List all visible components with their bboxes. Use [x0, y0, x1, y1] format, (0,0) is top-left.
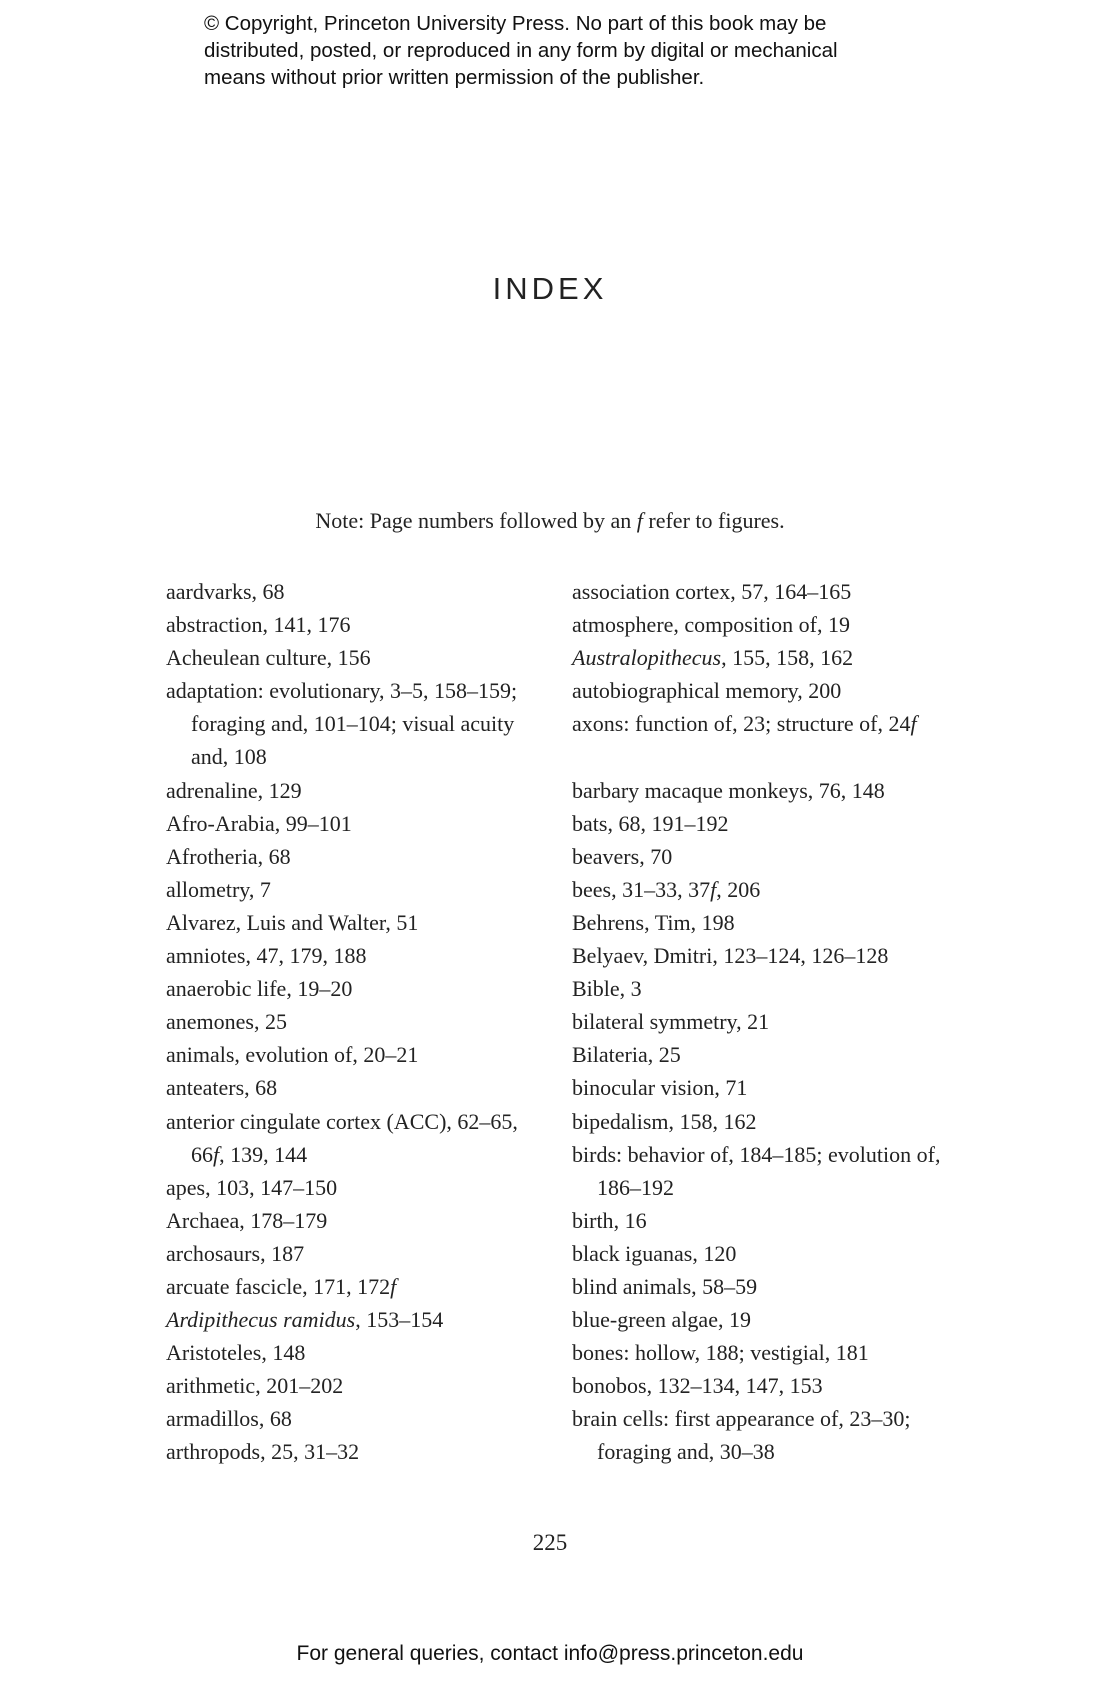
index-entry: [572, 1005, 972, 1038]
index-entry: [572, 873, 972, 906]
index-term: allometry: [166, 876, 249, 902]
index-entry: [572, 1204, 972, 1237]
index-entry: [166, 1237, 546, 1270]
index-term: bees: [572, 876, 612, 902]
index-locators: : hollow, 188; vestigial, 181: [623, 1340, 869, 1366]
index-entry: [166, 939, 546, 972]
index-term: Aristoteles: [166, 1340, 262, 1366]
index-term: apes: [166, 1174, 206, 1200]
index-term: abstraction: [166, 612, 263, 638]
index-entry: [166, 674, 546, 773]
index-term: animals, evolution of: [166, 1042, 353, 1068]
index-entry: [572, 1270, 972, 1303]
index-entry: [166, 774, 546, 807]
index-locators: , 3: [619, 976, 642, 1002]
index-entry: [166, 575, 546, 608]
copyright-notice: [204, 10, 924, 91]
index-entry: [572, 1369, 972, 1402]
index-locators: , 25: [253, 1009, 287, 1035]
index-locators: , 155, 158, 162: [721, 645, 854, 671]
index-entry: [572, 707, 972, 740]
page-title: INDEX: [492, 270, 608, 306]
index-locators: , 129: [257, 777, 302, 803]
index-term: anaerobic life: [166, 976, 287, 1002]
index-entry: [166, 1038, 546, 1071]
index-term: black iguanas: [572, 1240, 693, 1266]
group-spacer: [572, 740, 972, 773]
index-group-a: [572, 575, 972, 740]
index-entry: [166, 1402, 546, 1435]
index-locators: , 198: [690, 909, 735, 935]
index-term: bilateral symmetry: [572, 1009, 737, 1035]
index-term: arithmetic: [166, 1373, 256, 1399]
index-term: adaptation: [166, 678, 258, 704]
index-term: bones: [572, 1340, 624, 1366]
index-locators: , 25: [647, 1042, 681, 1068]
index-locators: , 47, 179, 188: [245, 943, 367, 969]
index-locators: , 25, 31–32: [260, 1439, 360, 1465]
index-entry: [166, 1303, 546, 1336]
index-term: Bible: [572, 976, 620, 1002]
index-entry: [572, 939, 972, 972]
index-term: blind animals: [572, 1273, 692, 1299]
index-locators: , 158, 162: [668, 1108, 757, 1134]
index-entry: [572, 972, 972, 1005]
index-entry: [166, 641, 546, 674]
index-locators: , 178–179: [239, 1207, 328, 1233]
index-term: Ardipithecus ramidus: [166, 1307, 356, 1333]
index-term: bonobos: [572, 1373, 647, 1399]
index-entry: [572, 575, 972, 608]
index-locators: , 201–202: [255, 1373, 344, 1399]
index-locators: , 57, 164–165: [730, 579, 852, 604]
index-locators: : evolutionary, 3–5, 158–159; foraging and, 101–104; visual acuity and, 108: [191, 678, 518, 770]
index-locators: , 123–124, 126–128: [712, 943, 889, 969]
index-locators: , 19–20: [286, 976, 353, 1002]
index-locators: , 71: [714, 1075, 748, 1101]
page-number: 225: [532, 1530, 568, 1555]
index-term: beavers: [572, 843, 640, 869]
index-locators: , 153–154: [355, 1307, 444, 1333]
index-entry: [572, 674, 972, 707]
index-term: Bilateria: [572, 1042, 648, 1068]
index-entry: [166, 1171, 546, 1204]
index-locators: , 68: [258, 1406, 292, 1432]
index-term: atmosphere, composition of: [572, 612, 818, 638]
index-term: aardvarks: [166, 579, 252, 604]
index-locators: , 62–65, 66f, 139, 144: [191, 1108, 518, 1167]
index-locators: , 21: [736, 1009, 770, 1035]
index-entry: [572, 1303, 972, 1336]
index-term: Acheulean culture: [166, 645, 327, 671]
index-locators: , 7: [248, 876, 271, 902]
index-entry: [166, 873, 546, 906]
index-term: brain cells: [572, 1406, 664, 1432]
index-locators: , 58–59: [691, 1273, 758, 1299]
index-locators: , 68, 191–192: [607, 810, 729, 836]
index-term: adrenaline: [166, 777, 258, 803]
index-entry: [572, 1071, 972, 1104]
index-entry: [572, 1105, 972, 1138]
index-locators: : first appearance of, 23–30; foraging and, 30–38: [597, 1406, 911, 1465]
index-locators: , 132–134, 147, 153: [646, 1373, 823, 1399]
index-locators: , 16: [613, 1207, 647, 1233]
index-term: Alvarez, Luis and Walter: [166, 909, 386, 935]
index-entry: [166, 1336, 546, 1369]
index-entry: [166, 1204, 546, 1237]
index-locators: , 68: [244, 1075, 278, 1101]
index-term: arthropods: [166, 1439, 261, 1465]
index-locators: , 76, 148: [807, 777, 885, 803]
index-locators: , 19: [817, 612, 851, 638]
index-term: binocular vision: [572, 1075, 715, 1101]
copyright-line: © Copyright, Princeton University Press. No part of this book may be: [204, 12, 827, 35]
index-term: autobiographical memory: [572, 678, 798, 704]
index-term: anemones: [166, 1009, 254, 1035]
index-term: anterior cingulate cortex (ACC): [166, 1108, 447, 1134]
index-locators: , 19: [717, 1307, 751, 1333]
index-locators: , 70: [639, 843, 673, 869]
index-entry: [166, 608, 546, 641]
index-term: birth: [572, 1207, 614, 1233]
index-locators: , 31–33, 37f, 206: [611, 876, 761, 902]
copyright-line: means without prior written permission of the publisher.: [204, 66, 705, 89]
index-entry: [166, 1105, 546, 1171]
index-locators: : behavior of, 184–185; evolution of, 186–192: [597, 1141, 941, 1200]
index-note: [0, 508, 1100, 534]
index-locators: , 68: [257, 843, 291, 869]
index-term: anteaters: [166, 1075, 245, 1101]
index-entry: [572, 1038, 972, 1071]
index-term: Afro-Arabia: [166, 810, 275, 836]
index-locators: , 200: [797, 678, 842, 704]
index-term: barbary macaque monkeys: [572, 777, 808, 803]
index-term: armadillos: [166, 1406, 259, 1432]
index-term: blue-green algae: [572, 1307, 718, 1333]
index-term: association cortex: [572, 579, 731, 604]
index-locators: , 187: [260, 1240, 305, 1266]
note-text: Note: Page numbers followed by an: [315, 508, 637, 533]
index-entry: [572, 1237, 972, 1270]
index-entry: [166, 1435, 546, 1468]
index-locators: , 141, 176: [262, 612, 351, 638]
index-entry: [166, 1005, 546, 1038]
index-entry: [572, 840, 972, 873]
index-locators: , 99–101: [274, 810, 352, 836]
index-term: arcuate fascicle: [166, 1273, 303, 1299]
index-term: bats: [572, 810, 608, 836]
index-entry: [572, 1138, 972, 1204]
index-entry: [166, 1369, 546, 1402]
index-term: Afrotheria: [166, 843, 258, 869]
index-group-b: [572, 774, 972, 1469]
copyright-line: distributed, posted, or reproduced in any form by digital or mechanical: [204, 39, 838, 62]
index-entry: [572, 641, 972, 674]
index-term: axons: [572, 711, 624, 737]
index-locators: : function of, 23; structure of, 24f: [623, 711, 917, 737]
index-term: Archaea: [166, 1207, 240, 1233]
index-locators: , 120: [692, 1240, 737, 1266]
index-term: bipedalism: [572, 1108, 669, 1134]
index-term: amniotes: [166, 943, 246, 969]
index-entry: [572, 608, 972, 641]
index-term: archosaurs: [166, 1240, 261, 1266]
index-entry: [166, 972, 546, 1005]
contact-footer: For general queries, contact info@press.princeton.edu: [296, 1642, 804, 1665]
index-entry: [166, 807, 546, 840]
index-locators: , 103, 147–150: [205, 1174, 338, 1200]
index-entry: [166, 906, 546, 939]
index-locators: , 156: [326, 645, 371, 671]
index-entry: [572, 906, 972, 939]
index-locators: , 171, 172f: [302, 1273, 397, 1299]
index-entry: [166, 840, 546, 873]
index-entry: [166, 1071, 546, 1104]
index-locators: , 20–21: [352, 1042, 419, 1068]
note-text-end: refer to figures.: [642, 508, 785, 533]
index-term: Belyaev, Dmitri: [572, 943, 713, 969]
index-locators: , 148: [261, 1340, 306, 1366]
index-term: Australopithecus: [572, 645, 722, 671]
index-entry: [572, 807, 972, 840]
index-column-left: [166, 575, 546, 1469]
note-italic-f: f: [636, 508, 643, 533]
index-locators: , 51: [385, 909, 419, 935]
index-locators: , 68: [251, 579, 285, 604]
index-term: Behrens, Tim: [572, 909, 691, 935]
index-term: birds: [572, 1141, 616, 1167]
index-column-right: [572, 575, 972, 1469]
index-entry: [572, 1336, 972, 1369]
index-entry: [166, 1270, 546, 1303]
index-entry: [572, 1402, 972, 1468]
index-entry: [572, 774, 972, 807]
